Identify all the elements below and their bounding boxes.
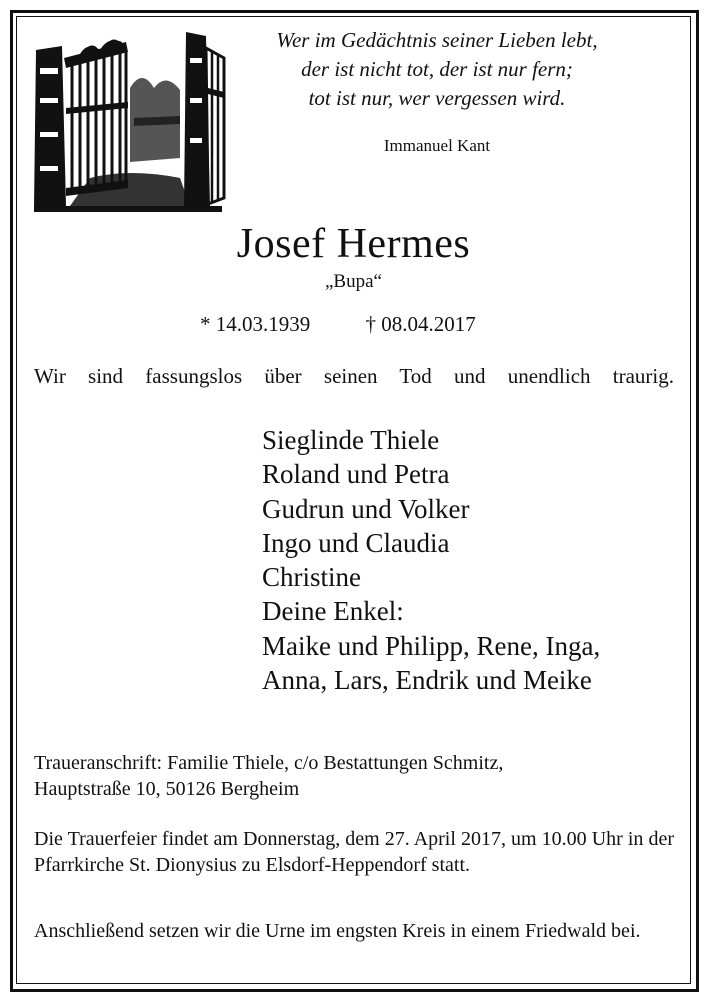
family-member: Sieglinde Thiele [262,425,440,455]
deceased-nickname: „Bupa“ [325,271,382,292]
family-member: Christine [262,562,361,593]
family-member: Anna, Lars, Endrik und Meike [262,665,592,696]
quote [244,26,630,113]
mourning-statement: Wir sind fassungslos über seinen Tod und unendlich traurig. [34,364,674,388]
family-list [262,423,600,697]
deceased-name: Josef Hermes [236,221,471,267]
birth-date: * 14.03.1939 [200,312,311,336]
family-member: Roland und Petra [262,459,450,490]
family-member: Gudrun und Volker [262,493,470,524]
quote-author: Immanuel Kant [383,136,491,155]
death-date: † 08.04.2017 [365,312,476,336]
address-line: Hauptstraße 10, 50126 Bergheim [34,778,300,800]
burial-notice: Anschließend setzen wir die Urne im engsten Kreis in einem Friedwald bei. [34,920,641,942]
ceremony-notice: Die Trauerfeier findet am Donnerstag, dem 27. April 2017, um 10.00 Uhr in der Pfarrkirche St. Dionysius zu Elsdorf-Heppendorf statt. [34,828,674,876]
family-member: Maike und Philipp, Rene, Inga, [262,630,601,661]
family-member: Ingo und Claudia [262,527,450,558]
quote-line: der ist nicht tot, der ist nur fern; [301,57,573,81]
family-member: Deine Enkel: [262,596,404,627]
quote-line: tot ist nur, wer vergessen wird. [308,86,566,110]
mourning-address [34,750,674,802]
gate-icon [30,28,226,212]
quote-line: Wer im Gedächtnis seiner Lieben lebt, [276,28,598,52]
address-line: Traueranschrift: Familie Thiele, c/o Bestattungen Schmitz, [34,752,504,774]
life-dates [200,312,476,337]
